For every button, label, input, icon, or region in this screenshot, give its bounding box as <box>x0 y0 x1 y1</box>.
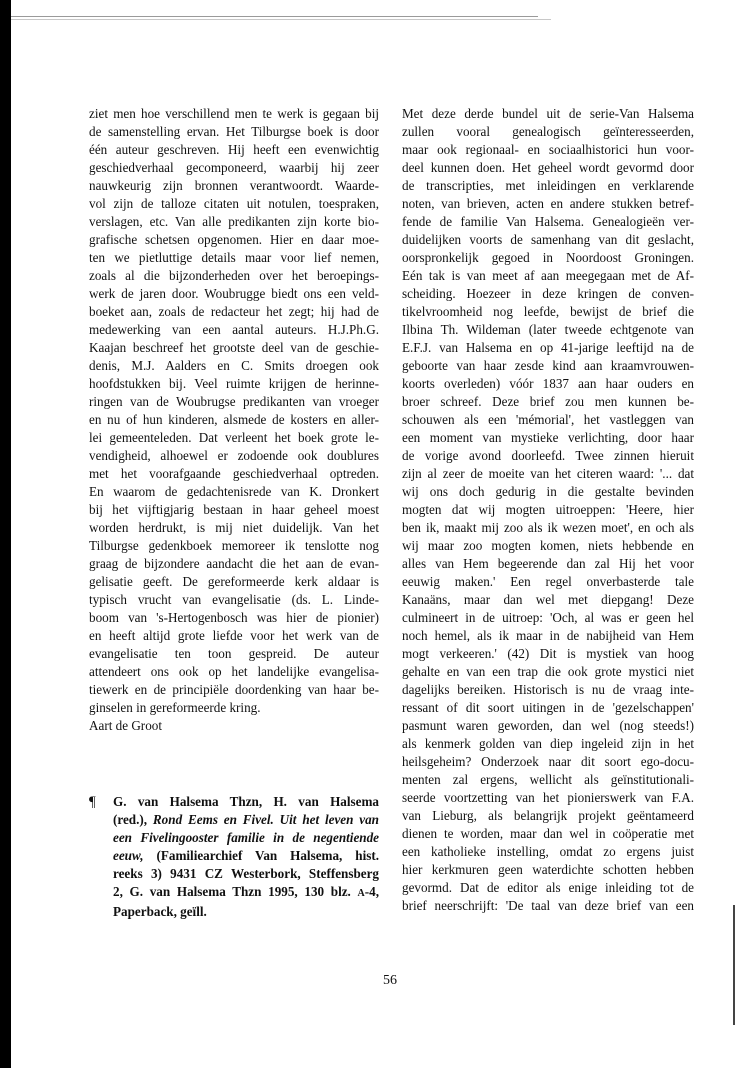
top-rule-secondary <box>11 19 551 20</box>
scan-edge-bar <box>0 0 11 1068</box>
text-line: vendigheid, alhoewel er zodoende ook doublures <box>89 448 379 463</box>
text-line: typisch vrucht van evangelisatie (ds. L. Linde- <box>89 592 379 607</box>
text-line: gelisatie geeft. De gereformeerde kerk aldaar is <box>89 574 379 589</box>
text-line: dienen te worden, maar dan wel in coöperatie met <box>402 826 694 841</box>
entry-binding: Paperback, geïll. <box>113 904 207 919</box>
text-line: E.F.J. van Halsema en op 41-jarige leeftijd na de <box>402 340 694 355</box>
right-column <box>402 105 694 915</box>
text-line: ten we pietluttige details maar voor lief nemen, <box>89 250 379 265</box>
text-line: schouwen als een 'mémorial', het vastleggen van <box>402 412 694 427</box>
text-line: Eén tak is van meet af aan meegegaan met de Af- <box>402 268 694 283</box>
page-number: 56 <box>383 973 397 988</box>
text-line: nauwkeurig zijn bronnen verantwoordt. Waarde- <box>89 178 379 193</box>
text-line: wij maar zoo mogten komen, niets hebbende en <box>402 538 694 553</box>
text-line: lei gemeenteleden. Dat verleent het boek grote le- <box>89 430 379 445</box>
text-line: een moment van mystieke verlichting, door haar <box>402 430 694 445</box>
text-line: seerde voortzetting van het pionierswerk van F.A. <box>402 790 694 805</box>
text-line: noten, van brieven, acten en andere stukken betref- <box>402 196 694 211</box>
text-line: pasmunt waren geworden, dan wel (nog steeds!) <box>402 718 694 733</box>
text-line: werk de jaren door. Woubrugge biedt ons een veld- <box>89 286 379 301</box>
text-line: een katholieke instelling, omdat zo ergens juist <box>402 844 694 859</box>
entry-address: reeks 3) 9431 CZ Westerbork, Steffensberg <box>113 866 379 881</box>
text-line: ben ik, maakt mij zoo als ik wezen moet', en och als <box>402 520 694 535</box>
pilcrow-icon: ¶ <box>89 794 96 810</box>
text-line: eeuwig maken.' Een regel onverbasterde tale <box>402 574 694 589</box>
text-line: grafische schetsen opgenomen. Hier en daar moe- <box>89 232 379 247</box>
text-line: wij ons doch gedurig in die gestalte bevinden <box>402 484 694 499</box>
text-line: ringen van de Woubrugse predikanten van vroeger <box>89 394 379 409</box>
entry-format-letter: A <box>357 888 365 899</box>
text-line: mogt verkeeren.' (42) Dit is mystiek van hoog <box>402 646 694 661</box>
entry-pub-text: 2, G. van Halsema Thzn 1995, 130 blz. <box>113 884 358 899</box>
text-line: Kanaäns, maar dan wel met diepgang! Deze <box>402 592 694 607</box>
entry-title-end: eeuw, <box>113 848 144 863</box>
text-line: medewerking van een aantal auteurs. H.J.Ph.G. <box>89 322 379 337</box>
text-line: tikelvroomheid nog leefde, bewijst de brief die <box>402 304 694 319</box>
text-line: attendeert ons ook op het landelijke evangelisa- <box>89 664 379 679</box>
text-line: deel kunnen doen. Het geheel wordt gevormd door <box>402 160 694 175</box>
text-line: Met deze derde bundel uit de serie-Van Halsema <box>402 106 694 121</box>
text-line: ziet men hoe verschillend men te werk is gegaan bij <box>89 106 379 121</box>
text-line: broer schreef. Deze brief zou men kunnen be- <box>402 394 694 409</box>
text-line: geschiedverhaal gecomponeerd, waarbij hij zeer <box>89 160 379 175</box>
text-line: boom van 's-Hertogenbosch was hier de pionier) <box>89 610 379 625</box>
entry-format-size: -4, <box>364 884 379 899</box>
entry-editor-tag: (red.), <box>113 812 153 827</box>
text-line: heilsgeheim? Onderzoek naar dit soort ego-docu- <box>402 754 694 769</box>
text-line: denis, M.J. Aalders en C. Smits droegen ook <box>89 358 379 373</box>
book-entry <box>89 793 379 921</box>
text-line: en heeft altijd grote liefde voor het werk van de <box>89 628 379 643</box>
text-line: en nu of hun kinderen, alsmede de kosters en aller- <box>89 412 379 427</box>
entry-title-cont: een Fivelingooster familie in de negentiende <box>113 830 379 845</box>
text-line: als kenmerk golden van diep ingeleid zijn in het <box>402 736 694 751</box>
entry-title: Rond Eems en Fivel. Uit het leven van <box>152 812 379 827</box>
scan-edge-mark <box>733 905 735 1025</box>
text-line: En waarom de gedachtenisrede van K. Dronkert <box>89 484 379 499</box>
text-line: koorts overleden) vóór 1837 aan haar ouders en <box>402 376 694 391</box>
section-gap <box>89 735 379 793</box>
text-line: gehalte en van een trap die ook grote mystici niet <box>402 664 694 679</box>
text-line: tiewerk en de principiële doordenking van haar be- <box>89 682 379 697</box>
text-line: één auteur geschreven. Hij heeft een evenwichtig <box>89 142 379 157</box>
text-line: scheiding. Hoezeer in deze kringen de conven- <box>402 286 694 301</box>
text-line: menten zal ergens, wellicht als geïnstitutionali- <box>402 772 694 787</box>
text-line: oorspronkelijk gegoed in Noordoost Groningen. <box>402 250 694 265</box>
text-line: hoofdstukken bij. Veel ruimte krijgen de herinne- <box>89 376 379 391</box>
text-line: geboorte van haar zesde kind aan kraamvrouwen- <box>402 358 694 373</box>
text-line: zijn al zeer de moeite van het citeren waard: '... dat <box>402 466 694 481</box>
entry-title-end-line <box>113 847 379 865</box>
entry-title-line <box>113 811 379 829</box>
text-line: met het voorafgaande geschiedverhaal optreden. <box>89 466 379 481</box>
text-line: ressant of dit soort uitingen in de 'gezelschappen' <box>402 700 694 715</box>
text-line: gevormd. Dat de editor als enige inleiding tot de <box>402 880 694 895</box>
text-line: evangelisatie ten toon gespreid. De auteur <box>89 646 379 661</box>
entry-publication <box>113 883 379 903</box>
text-line: ginselen in gereformeerde kring. <box>89 700 261 715</box>
left-column <box>89 105 379 921</box>
text-line: culmineert in de uitroep: 'Och, al was er geen hel <box>402 610 694 625</box>
text-line: noch hemel, als ik maar in de nabijheid van Hem <box>402 628 694 643</box>
text-line: mogten dat wij mogten uitroeppen: 'Heere, hier <box>402 502 694 517</box>
text-line: Ilbina Th. Wildeman (later tweede echtgenote van <box>402 322 694 337</box>
text-line: hier kerkmuren geen waterdichte schotten hebben <box>402 862 694 877</box>
text-line: van Lieburg, als belangrijk projekt geëntameerd <box>402 808 694 823</box>
text-line: fende de familie Van Halsema. Genealogieën ver- <box>402 214 694 229</box>
entry-authors: G. van Halsema Thzn, H. van Halsema <box>113 794 379 809</box>
text-line: de samenstelling ervan. Het Tilburgse boek is door <box>89 124 379 139</box>
text-line: duidelijken voorts de samenhang van dit geslacht, <box>402 232 694 247</box>
text-line: brief neerschrijft: 'De taal van deze brief van een <box>402 898 694 913</box>
text-line: dagelijks bereiken. Historisch is nu de vraag inte- <box>402 682 694 697</box>
text-line: alles van Hem begeerende dan zal Hij het voor <box>402 556 694 571</box>
text-line: boeket aan, zoals de redacteur het zegt; hij had de <box>89 304 379 319</box>
text-line: zoals al die bijzonderheden over het beroepings- <box>89 268 379 283</box>
text-line: graag de bijzondere aandacht die het aan de evan- <box>89 556 379 571</box>
top-rule <box>11 16 538 17</box>
text-line: verslagen, etc. Van alle predikanten zijn korte bio- <box>89 214 379 229</box>
text-line: maar ook regionaal- en sociaalhistorici hun voor- <box>402 142 694 157</box>
signature: Aart de Groot <box>89 718 162 733</box>
text-line: de vorige avond doorleefd. Twee zinnen hieruit <box>402 448 694 463</box>
text-line: de transcripties, met inleidingen en verklarende <box>402 178 694 193</box>
text-line: vol zijn de talloze citaten uit notulen, toespraken, <box>89 196 379 211</box>
entry-series: (Familiearchief Van Halsema, hist. <box>143 848 379 863</box>
text-line: zullen vooral genealogisch geïnteresseerden, <box>402 124 694 139</box>
text-line: worden herdrukt, is mij niet duidelijk. Van het <box>89 520 379 535</box>
text-line: Tilburgse gedenkboek memoreer ik tenslotte nog <box>89 538 379 553</box>
text-line: bij het vijftigjarig bestaan in haar geheel moest <box>89 502 379 517</box>
text-line: Kaajan beschreef het grootste deel van de geschie- <box>89 340 379 355</box>
